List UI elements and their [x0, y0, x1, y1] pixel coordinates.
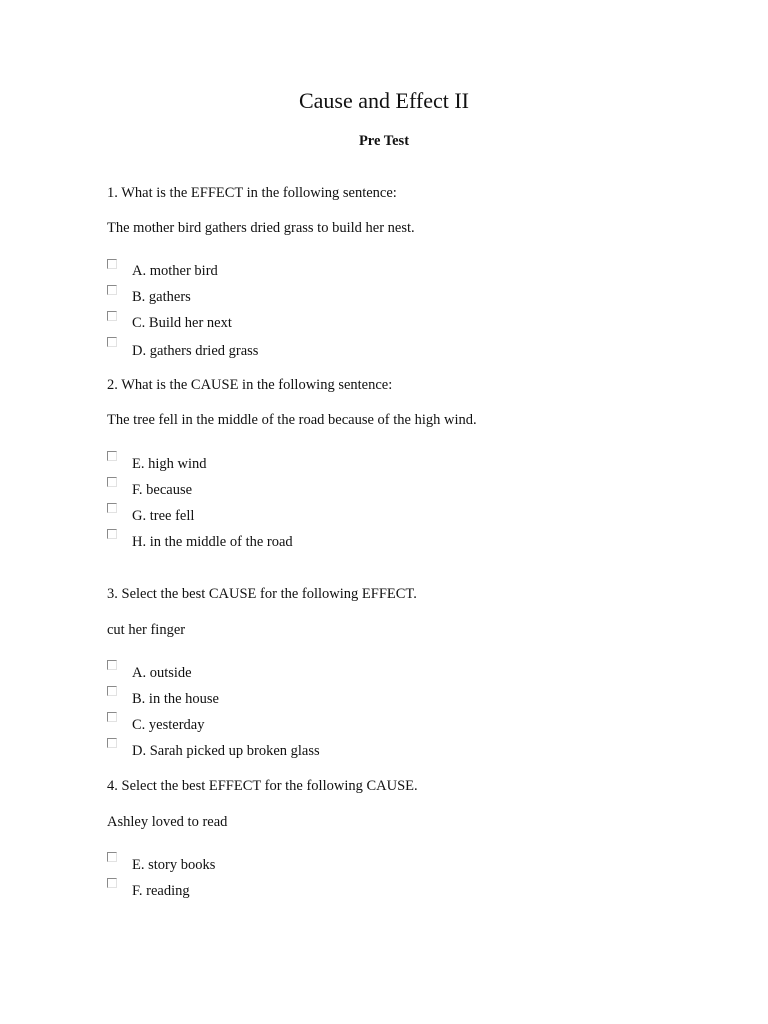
question-2-prompt: 2. What is the CAUSE in the following sentence:	[107, 377, 393, 393]
question-1-option-b-label: B. gathers	[132, 289, 191, 305]
question-2-option-f-checkbox[interactable]	[107, 477, 117, 487]
question-2-option-e-checkbox[interactable]	[107, 451, 117, 461]
question-1-prompt: 1. What is the EFFECT in the following sentence:	[107, 185, 397, 201]
question-2-option-g-label: G. tree fell	[132, 508, 195, 524]
question-2-option-f-label: F. because	[132, 482, 193, 498]
question-3-option-a-checkbox[interactable]	[107, 660, 117, 670]
question-1-option-a-checkbox[interactable]	[107, 259, 117, 269]
question-2-option-h-checkbox[interactable]	[107, 529, 117, 539]
question-4-stimulus: Ashley loved to read	[107, 814, 228, 830]
question-1-option-d-label: D. gathers dried grass	[132, 343, 259, 359]
question-3-stimulus: cut her finger	[107, 622, 186, 638]
question-2-option-e-label: E. high wind	[132, 456, 207, 472]
question-3-option-d-label: D. Sarah picked up broken glass	[132, 743, 320, 759]
question-3-prompt: 3. Select the best CAUSE for the following EFFECT.	[107, 586, 417, 602]
question-4-option-f-label: F. reading	[132, 883, 190, 899]
question-3-option-a-label: A. outside	[132, 665, 192, 681]
question-1-option-d-checkbox[interactable]	[107, 337, 117, 347]
question-1-stimulus: The mother bird gathers dried grass to build her nest.	[107, 220, 415, 236]
question-3-option-c-label: C. yesterday	[132, 717, 205, 733]
question-2-option-h-label: H. in the middle of the road	[132, 534, 293, 550]
question-3-option-b-label: B. in the house	[132, 691, 219, 707]
question-4-option-e-checkbox[interactable]	[107, 852, 117, 862]
question-4-prompt: 4. Select the best EFFECT for the following CAUSE.	[107, 778, 418, 794]
question-4-option-f-checkbox[interactable]	[107, 878, 117, 888]
question-2-option-g-checkbox[interactable]	[107, 503, 117, 513]
question-1-option-b-checkbox[interactable]	[107, 285, 117, 295]
document-title: Cause and Effect II	[298, 88, 470, 113]
question-3-option-d-checkbox[interactable]	[107, 738, 117, 748]
question-1-option-c-checkbox[interactable]	[107, 311, 117, 321]
document-subtitle: Pre Test	[358, 133, 410, 149]
question-4-option-e-label: E. story books	[132, 857, 216, 873]
question-1-option-c-label: C. Build her next	[132, 315, 232, 331]
question-2-stimulus: The tree fell in the middle of the road because of the high wind.	[107, 412, 477, 428]
question-3-option-c-checkbox[interactable]	[107, 712, 117, 722]
question-3-option-b-checkbox[interactable]	[107, 686, 117, 696]
question-1-option-a-label: A. mother bird	[132, 263, 218, 279]
